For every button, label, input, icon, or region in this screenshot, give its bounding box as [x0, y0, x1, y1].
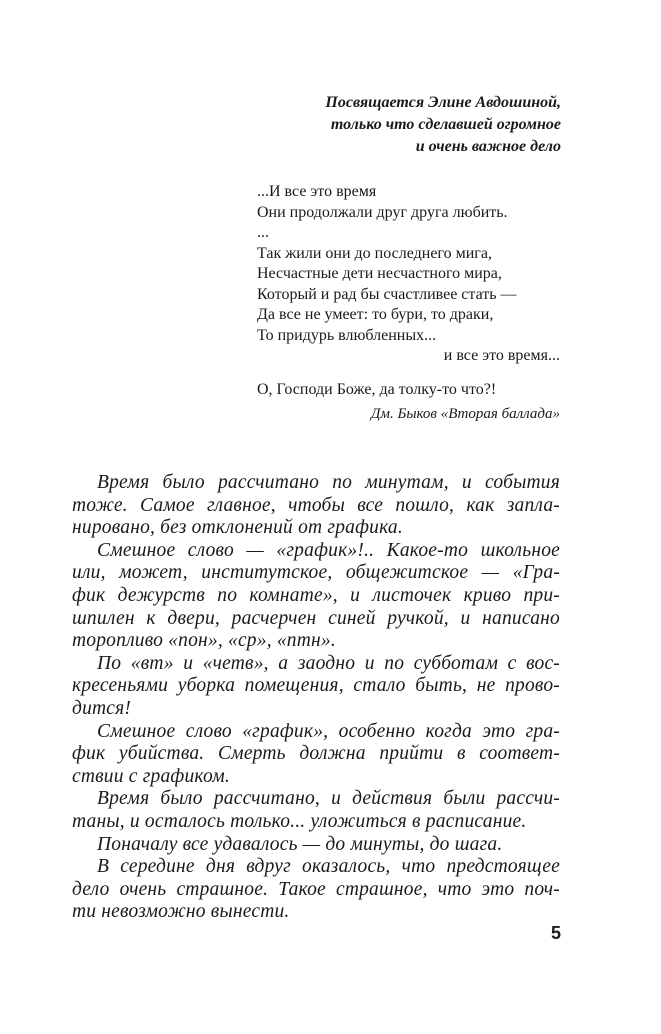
text-line: кресеньями уборка помещения, стало быть, не прово-: [72, 675, 560, 697]
dedication: [325, 92, 561, 158]
poem-attribution: Дм. Быков «Вторая баллада»: [370, 406, 560, 422]
poem-line: Так жили они до последнего мига,: [257, 244, 492, 262]
poem-line: ...: [257, 224, 269, 241]
text-line: ствии с графиком.: [72, 765, 230, 787]
text-line: В середине дня вдруг оказалось, что предстоящее: [97, 856, 560, 878]
text-line: фик убийства. Смерть должна прийти в соответ-: [72, 743, 560, 765]
text-line: дится!: [72, 697, 132, 719]
poem-line: ...И все это время: [257, 183, 377, 200]
text-line: Время было рассчитано, и действия были рассчи-: [97, 788, 560, 810]
poem-closing-line: О, Господи Боже, да толку-то что?!: [257, 380, 497, 398]
text-line: Смешное слово — «график»!.. Какое-то школьное: [97, 539, 560, 561]
text-line: таны, и осталось только... уложиться в расписание.: [72, 810, 527, 832]
text-line: дело очень страшное. Такое страшное, что это поч-: [72, 878, 560, 900]
epigraph-poem: [257, 182, 560, 425]
text-line: или, может, институтское, общежитское — «Гра-: [72, 562, 560, 584]
dedication-line: только что сделавшей огромное: [330, 116, 561, 133]
body-text: [72, 472, 560, 924]
text-line: шпилен к двери, расчерчен синей ручкой, и написано: [72, 607, 560, 629]
text-line: торопливо «пон», «ср», «птн».: [72, 630, 336, 652]
dedication-line: Посвящается Элине Авдошиной,: [325, 94, 561, 111]
text-line: фик дежурств по комнате», и листочек криво при-: [72, 584, 560, 606]
text-line: тоже. Самое главное, чтобы все пошло, как запла-: [72, 494, 560, 516]
poem-line-right: и все это время...: [443, 347, 560, 364]
text-line: Время было рассчитано по минутам, и события: [97, 472, 560, 493]
poem-line: Который и рад бы счастливее стать —: [257, 285, 517, 303]
text-line: ти невозможно вынести.: [72, 901, 290, 923]
poem-line: Несчастные дети несчастного мира,: [257, 265, 502, 282]
dedication-line: и очень важное дело: [415, 138, 561, 155]
text-line: По «вт» и «четв», а заодно и по субботам с вос-: [97, 652, 560, 674]
text-line: Поначалу все удавалось — до минуты, до шага.: [97, 833, 503, 855]
poem-gap: [257, 367, 560, 380]
poem-line: То придурь влюбленных...: [257, 326, 437, 344]
text-line: Смешное слово «график», особенно когда это гра-: [97, 720, 560, 742]
poem-line: Они продолжали друг друга любить.: [257, 203, 508, 221]
text-line: нировано, без отклонений от графика.: [72, 517, 403, 539]
poem-line: Да все не умеет: то бури, то драки,: [257, 306, 494, 323]
page-number: 5: [550, 923, 561, 943]
